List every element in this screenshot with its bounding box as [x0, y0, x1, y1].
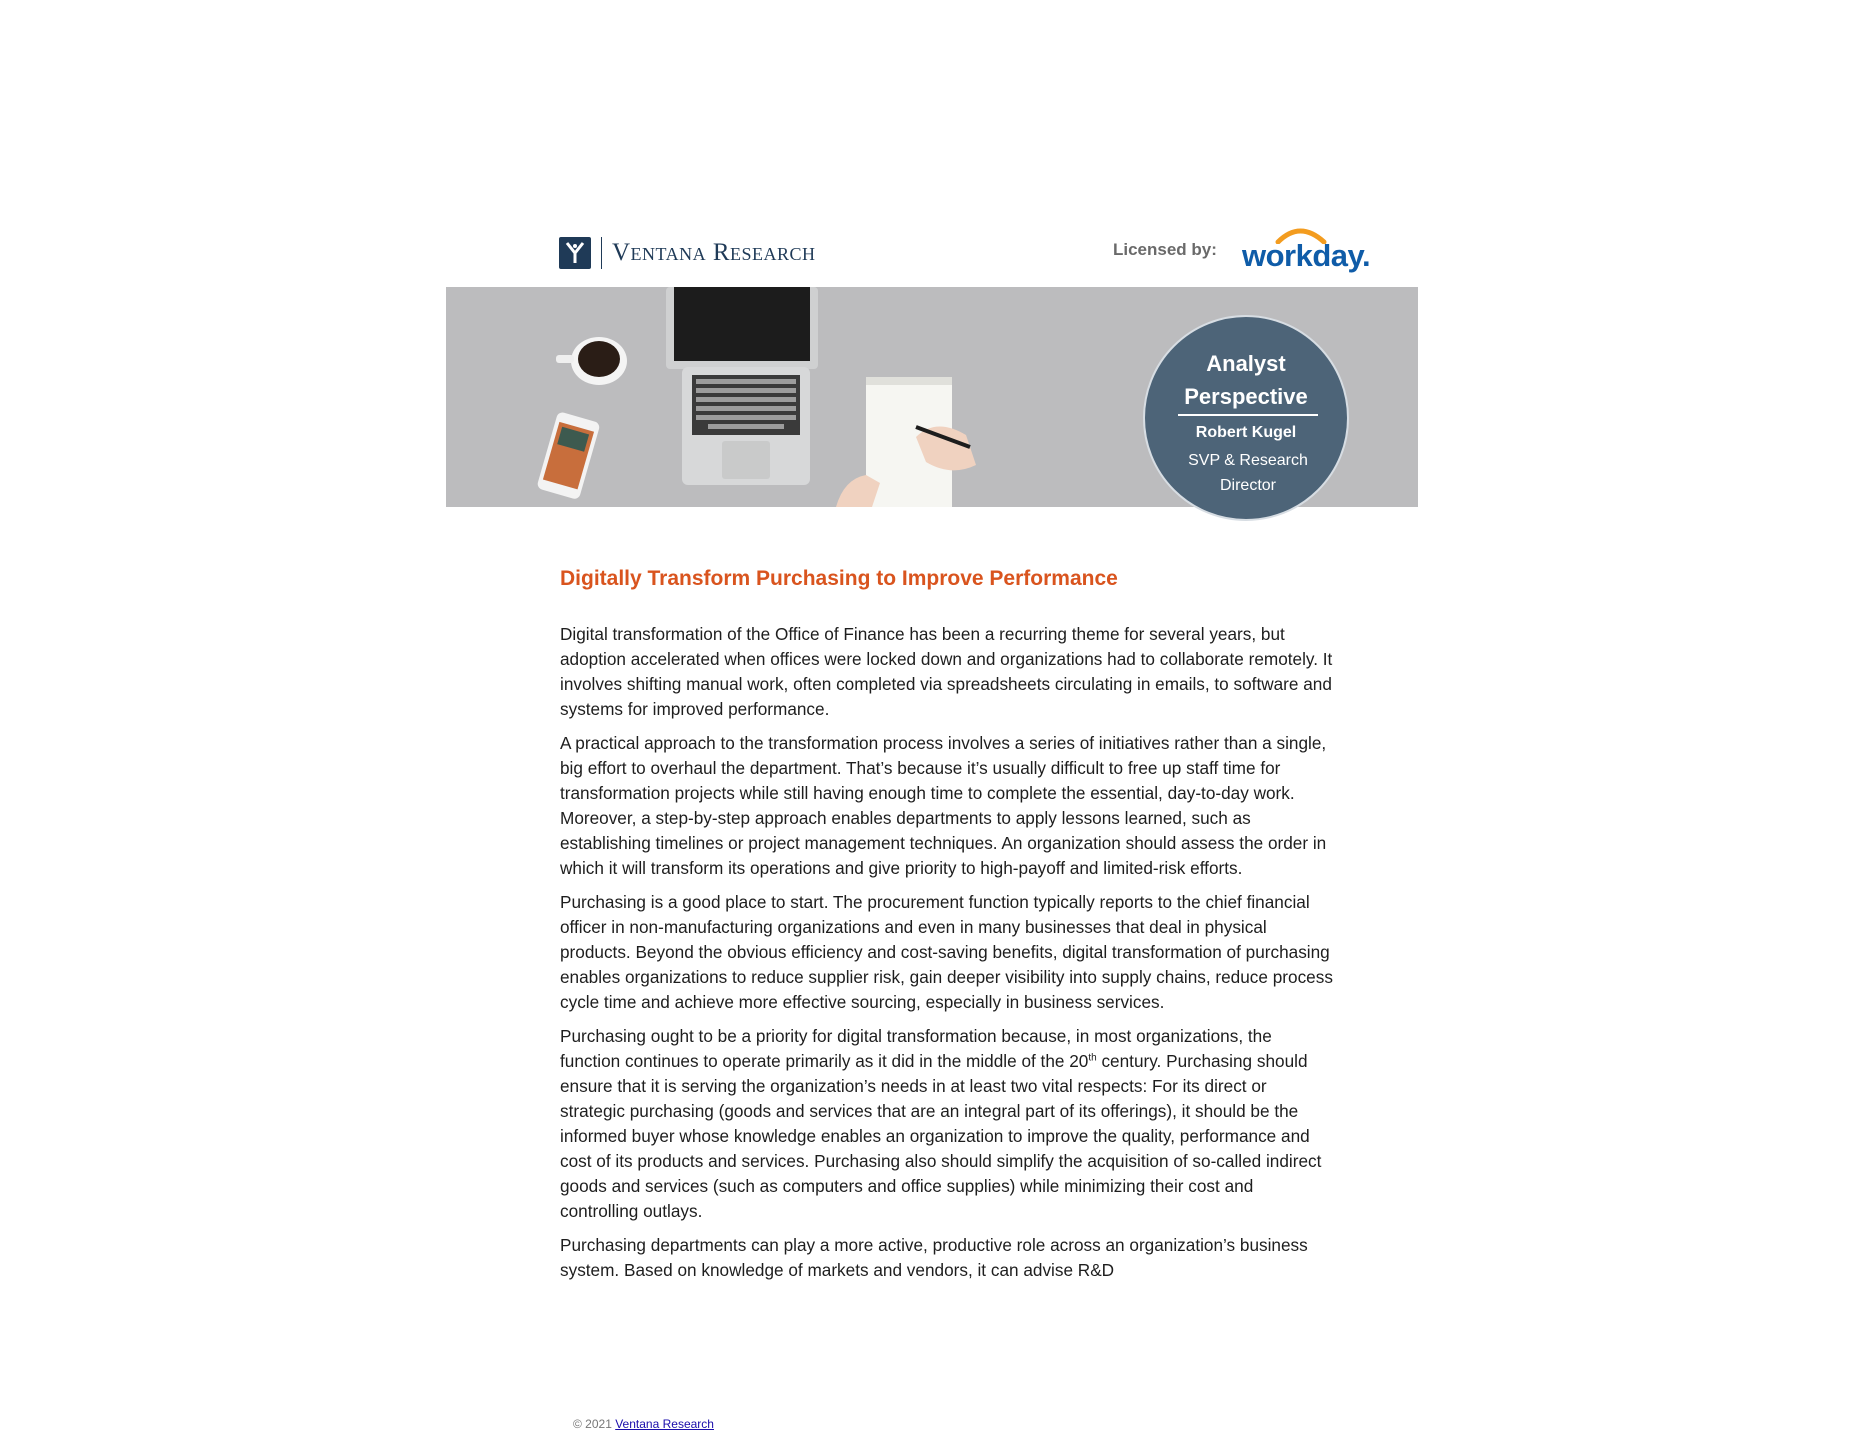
badge-role: SVP & Research Director — [1188, 452, 1308, 494]
workday-logo — [1242, 218, 1372, 274]
paragraph-5: Purchasing departments can play a more active, productive role across an organization’s business system. Based on knowledge of markets and vendors, it can advise R&D — [560, 1235, 1308, 1280]
badge-divider — [1178, 414, 1318, 416]
article-body — [560, 622, 1335, 1292]
paragraph-1: Digital transformation of the Office of Finance has been a recurring theme for several years, but adoption accelerated when offices were locked down and organizations had to collaborate remotely. It involves shifting manual work, often completed via spreadsheets circulating in emails, to software and systems for improved performance. — [560, 624, 1333, 719]
paragraph-3: Purchasing is a good place to start. The procurement function typically reports to the chief financial officer in non-manufacturing organizations and even in many businesses that deal in physical products. Beyond the obvious efficiency and cost-saving benefits, digital transformation of purchasing enables organizations to reduce supplier risk, gain deeper visibility into supply chains, reduce process cycle time and achieve more effective sourcing, especially in business services. — [560, 892, 1333, 1012]
analyst-perspective-badge — [1143, 315, 1349, 521]
copyright-text: © 2021 — [573, 1417, 612, 1431]
footer — [573, 1417, 714, 1431]
ventana-emblem-icon — [559, 237, 591, 269]
ventana-logo — [559, 236, 816, 270]
paragraph-2: A practical approach to the transformation process involves a series of initiatives rather than a single, big effort to overhaul the department. That’s because it’s usually difficult to free up staff time for transformation projects while still having enough time to complete the essential, day-to-day work. Moreover, a step-by-step approach enables departments to apply lessons learned, such as establishing timelines or project management techniques. An organization should assess the order in which it will transform its operations and give priority to high-payoff and limited-risk efforts. — [560, 733, 1327, 878]
ventana-research-link[interactable]: Ventana Research — [615, 1417, 714, 1431]
badge-author: Robert Kugel — [1195, 424, 1297, 441]
article-title: Digitally Transform Purchasing to Improve Performance — [560, 567, 1118, 590]
licensed-by-label: Licensed by: — [1113, 240, 1217, 259]
badge-title: Analyst Perspective — [1184, 351, 1308, 409]
ventana-logo-text: Ventana Research — [612, 239, 816, 266]
paragraph-4: Purchasing ought to be a priority for digital transformation because, in most organizations, the function continues to operate primarily as it did in the middle of the 20th century. Purchasing should ensure that it is serving the organization’s needs in at least two vital respects: For its direct or strategic purchasing (goods and services that are an integral part of its offerings), it should be the informed buyer whose knowledge enables an organization to improve the quality, performance and cost of its products and services. Purchasing also should simplify the acquisition of so-called indirect goods and services (such as computers and office supplies) while minimizing their cost and controlling outlays. — [560, 1026, 1322, 1221]
workday-logo-text: workday. — [1242, 238, 1371, 273]
